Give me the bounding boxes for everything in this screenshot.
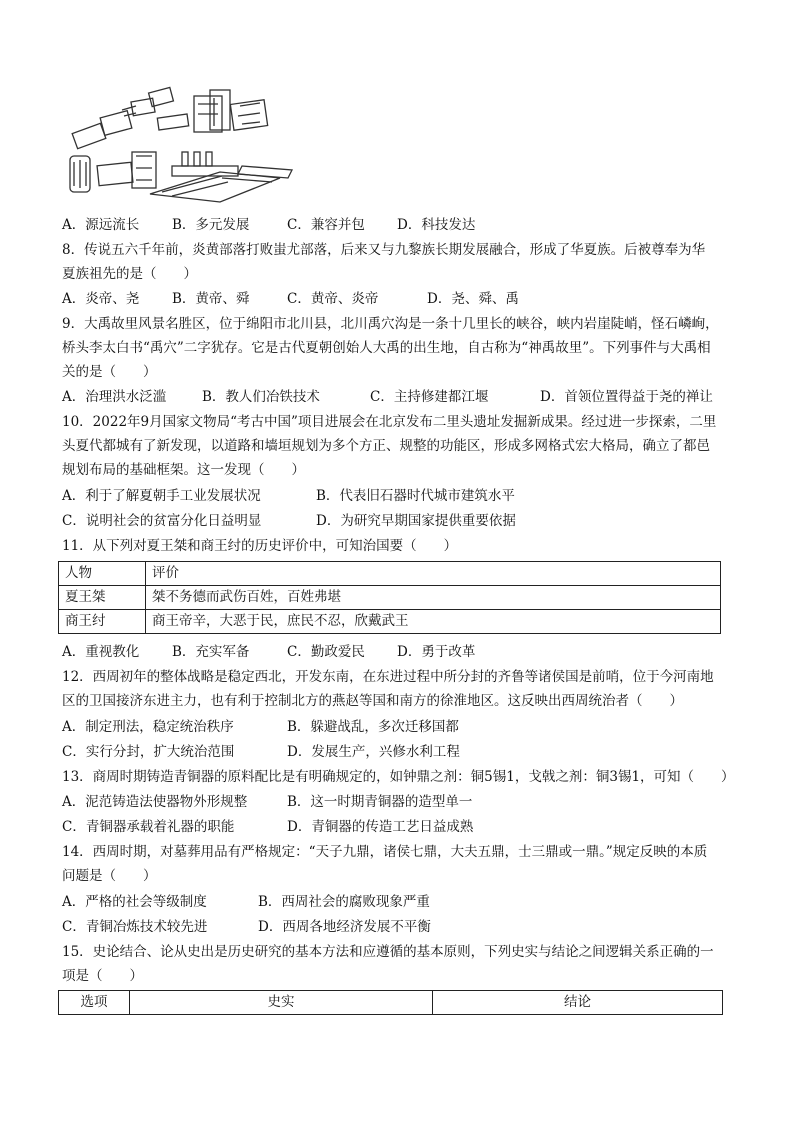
q12-option-b[interactable]: B．躲避战乱，多次迁移国都	[287, 719, 459, 735]
q10-option-c[interactable]: C．说明社会的贫富分化日益明显	[62, 513, 262, 529]
table-header-option: 选项	[59, 991, 130, 1015]
q8-option-d[interactable]: D．尧、舜、禹	[427, 291, 519, 307]
q13-stem: 13．商周时期铸造青铜器的原料配比是有明确规定的，如钟鼎之剂：铜5锡1，戈戟之剂：铜3锡1，可知（ ）	[62, 769, 735, 785]
q9-stem-line-1: 9．大禹故里风景名胜区，位于绵阳市北川县，北川禹穴沟是一条十几里长的峡谷，峡内岩崖陡峭，怪石嶙峋，	[62, 316, 719, 332]
table-header-row	[59, 562, 721, 586]
table-cell-evaluation: 桀不务德而武伤百姓，百姓弗堪	[146, 586, 721, 610]
q9-option-d[interactable]: D．首领位置得益于尧的禅让	[540, 389, 713, 405]
q14-option-b[interactable]: B．西周社会的腐败现象严重	[258, 894, 430, 910]
q15-table	[58, 990, 723, 1015]
table-header-person: 人物	[59, 562, 146, 586]
q13-options-row-2	[62, 815, 742, 839]
q10-option-a[interactable]: A．利于了解夏朝手工业发展状况	[62, 488, 261, 504]
table-header-evaluation: 评价	[146, 562, 721, 586]
table-header-row	[59, 991, 723, 1015]
q9-stem-line-3: 关的是（ ）	[62, 364, 157, 380]
q9-stem-line-2: 桥头李太白书“禹穴”二字犹存。它是古代夏朝创始人大禹的出生地，自古称为“神禹故里”。下列事件与大禹相	[62, 340, 711, 356]
q10-stem-line-2: 头夏代都城有了新发现，以道路和墙垣规划为多个方正、规整的功能区，形成多网格式宏大格局，确立了都邑	[62, 438, 710, 454]
q10-stem-line-1: 10．2022年9月国家文物局“考古中国”项目进展会在北京发布二里头遗址发掘新成果。经过进一步探索，二里	[62, 414, 717, 430]
table-header-fact: 史实	[130, 991, 433, 1015]
q8-option-a[interactable]: A．炎帝、尧	[62, 291, 140, 307]
q11-option-c[interactable]: C．勤政爱民	[287, 644, 365, 660]
q10-option-d[interactable]: D．为研究早期国家提供重要依据	[316, 513, 516, 529]
table-header-conclusion: 结论	[433, 991, 723, 1015]
q8-option-b[interactable]: B．黄帝、舜	[172, 291, 250, 307]
q12-options-row-2	[62, 740, 742, 764]
q11-option-a[interactable]: A．重视教化	[62, 644, 140, 660]
q14-options-row-2	[62, 915, 742, 939]
q8-stem-line-2: 夏族祖先的是（ ）	[62, 266, 197, 282]
q14-options-row-1	[62, 890, 742, 914]
q14-option-a[interactable]: A．严格的社会等级制度	[62, 894, 207, 910]
q12-option-c[interactable]: C．实行分封，扩大统治范围	[62, 744, 235, 760]
q9-options	[62, 385, 742, 409]
q11-options	[62, 640, 742, 664]
table-cell-person: 夏王桀	[59, 586, 146, 610]
q9-option-c[interactable]: C．主持修建都江堰	[370, 389, 489, 405]
q14-option-d[interactable]: D．西周各地经济发展不平衡	[258, 919, 431, 935]
q14-option-c[interactable]: C．青铜冶炼技术较先进	[62, 919, 208, 935]
q13-option-b[interactable]: B．这一时期青铜器的造型单一	[287, 794, 473, 810]
q14-stem-line-1: 14．西周时期，对墓葬用品有严格规定：“天子九鼎，诸侯七鼎，大夫五鼎，士三鼎或一鼎。”规定反映的本质	[62, 844, 708, 860]
q12-options-row-1	[62, 715, 742, 739]
q9-option-b[interactable]: B．教人们冶铁技术	[202, 389, 320, 405]
q7-option-a[interactable]: A．源远流长	[62, 217, 140, 233]
table-row	[59, 610, 721, 634]
q10-options-row-2	[62, 509, 742, 533]
q13-options-row-1	[62, 790, 742, 814]
q11-evaluation-table	[58, 561, 721, 634]
q11-option-b[interactable]: B．充实军备	[172, 644, 250, 660]
q12-option-d[interactable]: D．发展生产，兴修水利工程	[287, 744, 460, 760]
q7-option-c[interactable]: C．兼容并包	[287, 217, 365, 233]
q11-option-d[interactable]: D．勇于改革	[397, 644, 476, 660]
q12-stem-line-2: 区的卫国接济东进主力，也有利于控制北方的燕赵等国和南方的徐淮地区。这反映出西周统治者（ ）	[62, 693, 683, 709]
q8-option-c[interactable]: C．黄帝、炎帝	[287, 291, 379, 307]
q8-options	[62, 287, 742, 311]
q8-stem-line-1: 8．传说五六千年前，炎黄部落打败蚩尤部落，后来又与九黎族长期发展融合，形成了华夏族。后被尊奉为华	[62, 242, 706, 258]
q7-option-b[interactable]: B．多元发展	[172, 217, 250, 233]
q14-stem-line-2: 问题是（ ）	[62, 868, 157, 884]
table-row	[59, 586, 721, 610]
q7-options	[62, 213, 742, 237]
q11-stem: 11．从下列对夏王桀和商王纣的历史评价中，可知治国要（ ）	[62, 538, 458, 554]
q13-option-c[interactable]: C．青铜器承载着礼器的职能	[62, 819, 235, 835]
table-cell-evaluation: 商王帝辛，大恶于民，庶民不忍，欣戴武王	[146, 610, 721, 634]
q13-option-a[interactable]: A．泥范铸造法使器物外形规整	[62, 794, 248, 810]
wooden-components-illustration	[62, 86, 312, 206]
q10-stem-line-3: 规划布局的基础框架。这一发现（ ）	[62, 462, 305, 478]
q15-stem-line-2: 项是（ ）	[62, 968, 143, 984]
q10-option-b[interactable]: B．代表旧石器时代城市建筑水平	[316, 488, 515, 504]
table-cell-person: 商王纣	[59, 610, 146, 634]
q7-option-d[interactable]: D．科技发达	[397, 217, 476, 233]
q9-option-a[interactable]: A．治理洪水泛滥	[62, 389, 167, 405]
q10-options-row-1	[62, 484, 742, 508]
q15-stem-line-1: 15．史论结合、论从史出是历史研究的基本方法和应遵循的基本原则，下列史实与结论之间逻辑关系正确的一	[62, 944, 714, 960]
q12-option-a[interactable]: A．制定刑法，稳定统治秩序	[62, 719, 234, 735]
q13-option-d[interactable]: D．青铜器的传造工艺日益成熟	[287, 819, 474, 835]
q12-stem-line-1: 12．西周初年的整体战略是稳定西北，开发东南，在东进过程中所分封的齐鲁等诸侯国是前哨，位于今河南地	[62, 669, 714, 685]
